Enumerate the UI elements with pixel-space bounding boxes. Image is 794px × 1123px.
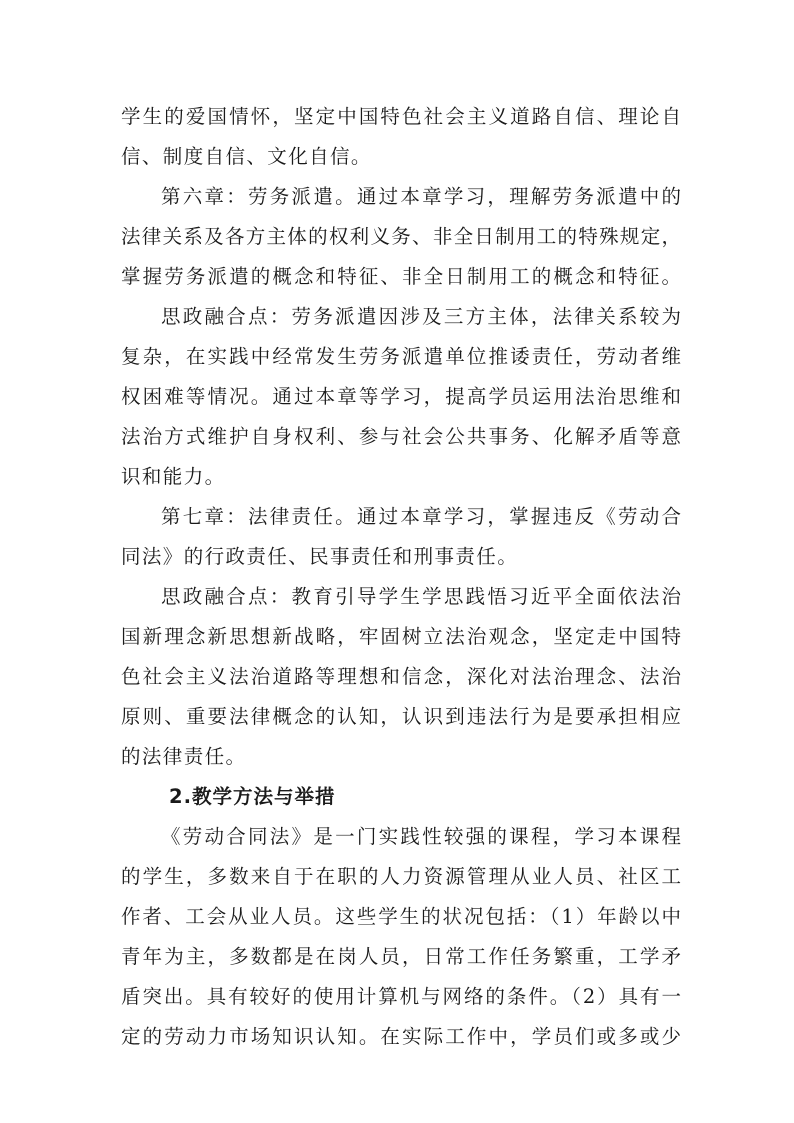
paragraph-line: 掌握劳务派遣的概念和特征、非全日制用工的概念和特征。 — [121, 265, 681, 288]
paragraph-line: 《劳动合同法》是一门实践性较强的课程，学习本课程 — [161, 825, 681, 848]
paragraph-line: 思政融合点：教育引导学生学思践悟习近平全面依法治 — [161, 585, 681, 608]
paragraph-line: 同法》的行政责任、民事责任和刑事责任。 — [121, 545, 519, 568]
paragraph-line: 的法律责任。 — [121, 745, 247, 768]
paragraph-line: 思政融合点：劳务派遣因涉及三方主体，法律关系较为 — [161, 305, 681, 328]
paragraph-line: 色社会主义法治道路等理想和信念，深化对法治理念、法治 — [121, 665, 681, 688]
paragraph-line: 法律关系及各方主体的权利义务、非全日制用工的特殊规定， — [121, 225, 681, 248]
paragraph-line: 信、制度自信、文化自信。 — [121, 145, 372, 168]
paragraph-line: 权困难等情况。通过本章等学习，提高学员运用法治思维和 — [121, 385, 681, 408]
paragraph-line: 国新理念新思想新战略，牢固树立法治观念，坚定走中国特 — [121, 625, 681, 648]
paragraph-line: 第六章：劳务派遣。通过本章学习，理解劳务派遣中的 — [161, 185, 681, 208]
paragraph-line: 青年为主，多数都是在岗人员，日常工作任务繁重，工学矛 — [121, 945, 681, 968]
document-body — [121, 97, 681, 1057]
paragraph-line: 盾突出。具有较好的使用计算机与网络的条件。（2）具有一 — [121, 985, 681, 1008]
paragraph-line: 定的劳动力市场知识认知。在实际工作中，学员们或多或少 — [121, 1025, 681, 1048]
paragraph-line: 学生的爱国情怀，坚定中国特色社会主义道路自信、理论自 — [121, 105, 681, 128]
section-heading: 2.教学方法与举措 — [169, 785, 336, 808]
paragraph-line: 作者、工会从业人员。这些学生的状况包括：（1）年龄以中 — [121, 905, 681, 928]
paragraph-line: 第七章：法律责任。通过本章学习，掌握违反《劳动合 — [161, 505, 681, 528]
paragraph-line: 法治方式维护自身权利、参与社会公共事务、化解矛盾等意 — [121, 425, 681, 448]
paragraph-line: 识和能力。 — [121, 465, 226, 488]
paragraph-line: 复杂，在实践中经常发生劳务派遣单位推诿责任，劳动者维 — [121, 345, 681, 368]
paragraph-line: 的学生，多数来自于在职的人力资源管理从业人员、社区工 — [121, 865, 681, 888]
paragraph-line: 原则、重要法律概念的认知，认识到违法行为是要承担相应 — [121, 705, 681, 728]
